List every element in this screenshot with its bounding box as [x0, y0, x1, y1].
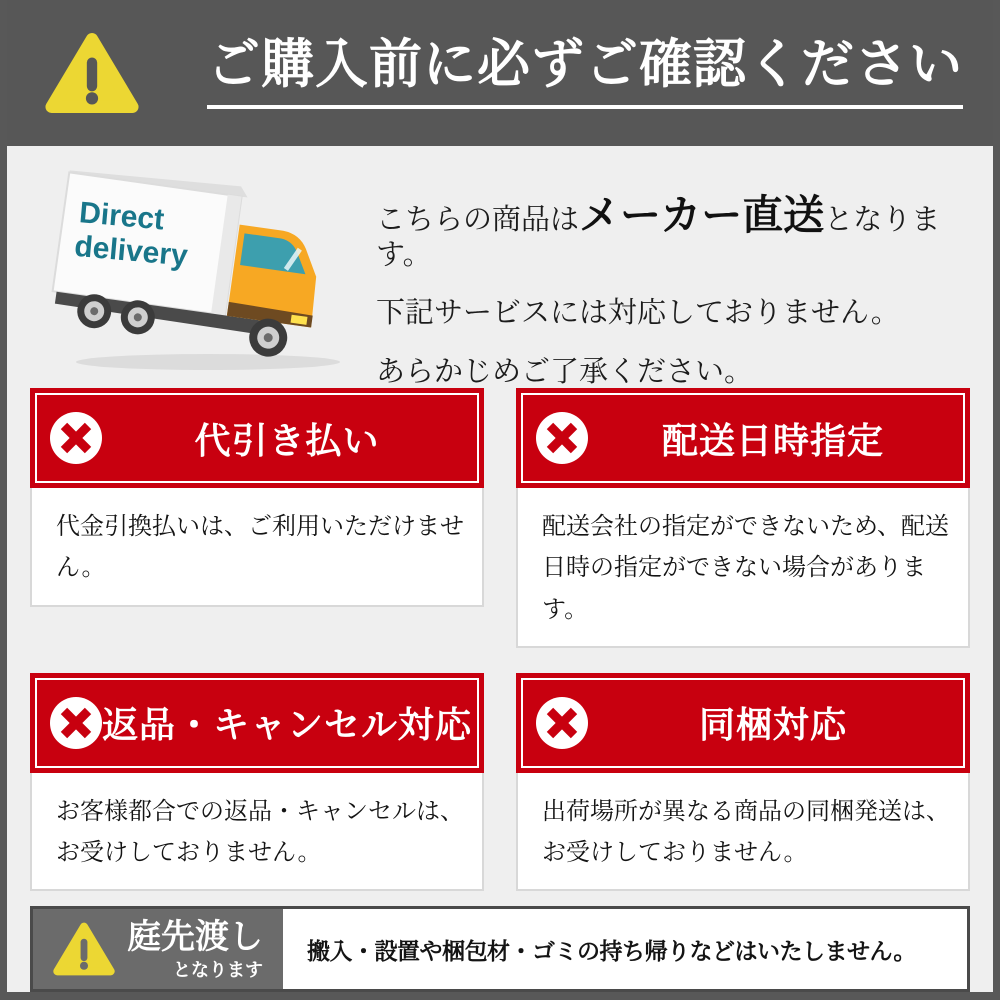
- intro-text: [376, 160, 972, 414]
- notice-card-returns: [30, 673, 484, 892]
- cross-circle-icon: [536, 412, 588, 464]
- intro-line1-bold: メーカー直送: [579, 192, 825, 238]
- notice-body: 出荷場所が異なる商品の同梱発送は、お受けしておりません。: [516, 773, 970, 892]
- intro-line1-pre: こちらの商品は: [376, 204, 580, 236]
- confirmation-header: [0, 0, 1000, 146]
- page-title: ご購入前に必ずご確認ください: [207, 38, 963, 109]
- truck-icon: [50, 160, 358, 374]
- notice-title: 配送日時指定: [661, 419, 884, 461]
- cross-circle-icon: [50, 697, 102, 749]
- yard-delivery-title: 庭先渡し: [127, 917, 263, 956]
- notice-header-returns: [30, 673, 484, 773]
- yard-delivery-bar: [30, 906, 970, 992]
- notice-title: 同梱対応: [698, 704, 847, 746]
- notice-body: お客様都合での返品・キャンセルは、お受けしておりません。: [30, 773, 484, 892]
- truck-label-line1: Direct: [77, 196, 166, 237]
- intro-line3: あらかじめご了承ください。: [376, 355, 754, 388]
- intro-line1-post: となります。: [376, 204, 941, 272]
- cross-circle-icon: [50, 412, 102, 464]
- notice-body: 配送会社の指定ができないため、配送日時の指定ができない場合があります。: [516, 488, 970, 648]
- yard-delivery-label-text: [127, 917, 263, 980]
- notice-header-delivery-date: [516, 388, 970, 488]
- truck-label-line2: delivery: [73, 229, 189, 273]
- cross-circle-icon: [536, 697, 588, 749]
- yard-delivery-label: [33, 909, 283, 989]
- intro-section: [0, 146, 1000, 388]
- notice-body: 代金引換払いは、ご利用いただけません。: [30, 488, 484, 607]
- yard-delivery-subtitle: となります: [173, 959, 263, 980]
- notice-card-cod: [30, 388, 484, 648]
- intro-line2: 下記サービスには対応しておりません。: [376, 297, 900, 330]
- delivery-truck-illustration: [50, 160, 358, 374]
- page-frame-left: [0, 0, 7, 1000]
- intro-line1: [376, 192, 972, 272]
- notice-grid: [30, 388, 970, 891]
- page-frame-right: [993, 0, 1000, 1000]
- notice-title: 返品・キャンセル対応: [102, 704, 473, 746]
- warning-triangle-icon: [45, 30, 139, 116]
- notice-card-delivery-date: [516, 388, 970, 648]
- notice-title: 代引き払い: [194, 419, 380, 461]
- page-frame-bottom: [0, 992, 1000, 1000]
- notice-header-cod: [30, 388, 484, 488]
- notice-header-bundling: [516, 673, 970, 773]
- warning-triangle-icon: [53, 921, 115, 977]
- notice-card-bundling: [516, 673, 970, 892]
- yard-delivery-note: 搬入・設置や梱包材・ゴミの持ち帰りなどはいたしません。: [307, 937, 916, 964]
